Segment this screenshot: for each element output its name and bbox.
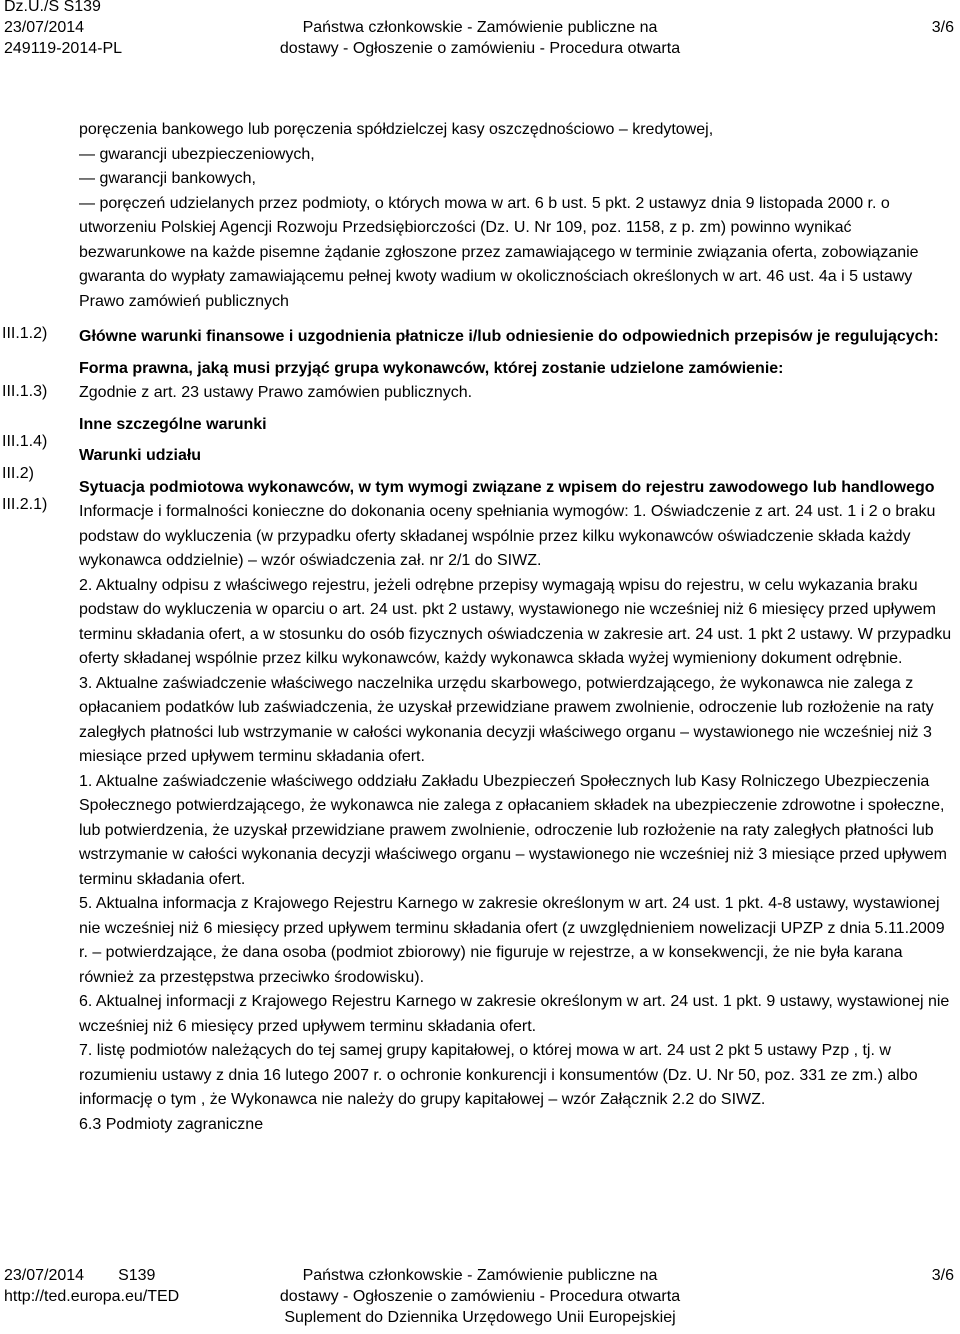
footer-title-line1: Państwa członkowskie - Zamówienie publiczne na xyxy=(302,1267,658,1284)
section-heading-financial: Główne warunki finansowe i uzgodnienia płatnicze i/lub odniesienie do odpowiednich przepisów je regulujących: xyxy=(79,328,939,345)
section-heading-legal-form: Forma prawna, jaką musi przyjąć grupa wykonawców, której zostanie udzielone zamówienie: xyxy=(79,359,784,377)
section-number: III.1.3) xyxy=(2,383,48,400)
header-title xyxy=(0,0,960,59)
requirement-paragraph: 7. listę podmiotów należących do tej samej grupy kapitałowej, o której mowa w art. 24 ust 2 pkt 5 ustawy Pzp , tj. w rozumieniu ustawy z dnia 16 lutego 2007 r. o ochronie konkurencji i konsumentów (Dz. U. Nr 50, poz. 331 ze zm.) albo informację o tym , że Wykonawca nie należy do grupy kapitałowej – wzór Załącznik 2.2 do SIWZ. xyxy=(79,1042,918,1108)
footer-url[interactable]: http://ted.europa.eu/TED xyxy=(4,1288,180,1305)
requirement-paragraph: Informacje i formalności konieczne do dokonania oceny spełniania wymogów: 1. Oświadczenie z art. 24 ust. 1 i 2 o braku podstaw do wykluczenia (w przypadku oferty składanej wspólnie przez kilku wykonawców oświadczenie składa każdy wykonawca oddzielnie) – wzór oświadczenia zał. nr 2/1 do SIWZ. xyxy=(79,503,936,569)
intro-line: poręczenia bankowego lub poręczenia spółdzielczej kasy oszczędnościowo – kredytowej, xyxy=(79,121,714,138)
section-number: III.1.2) xyxy=(2,325,48,342)
requirement-paragraph: 3. Aktualne zaświadczenie właściwego naczelnika urzędu skarbowego, potwierdzającego, że wykonawca nie zalega z opłacaniem podatków lub zaświadczenia, że uzyskał przewidziane prawem zwolnienie, odroczenie lub rozłożenie na raty zaległych płatności lub wstrzymanie w całości wykonania decyzji właściwego organu – wystawionego nie wcześniej niż 3 miesiące przed upływem terminu składania ofert. xyxy=(79,674,934,765)
journal-ref: Dz.U./S S139 xyxy=(4,0,101,15)
section-heading-other-conditions: Inne szczególne warunki xyxy=(79,415,267,433)
legal-form-text: Zgodnie z art. 23 ustawy Prawo zamówien publicznych. xyxy=(79,384,473,401)
header-title-line1: Państwa członkowskie - Zamówienie publiczne na xyxy=(302,19,658,36)
section-number: III.1.4) xyxy=(2,433,48,450)
footer-title-line2: dostawy - Ogłoszenie o zamówieniu - Procedura otwarta xyxy=(279,1288,681,1305)
requirement-paragraph: 1. Aktualne zaświadczenie właściwego oddziału Zakładu Ubezpieczeń Społecznych lub Kasy Rolniczego Ubezpieczenia Społecznego potwierdzającego, że wykonawca nie zalega z opłacaniem składek na ubezpieczenie zdrowotne i społeczne, lub potwierdzenia, że uzyskał przewidziane prawem zwolnienie, odroczenie lub rozłożenie na raty zaległych płatności lub wstrzymanie w całości wykonania decyzji właściwego organu – wystawionego nie wcześniej niż 3 miesiące przed upływem terminu składania ofert. xyxy=(79,772,947,888)
intro-line: — gwarancji ubezpieczeniowych, xyxy=(79,145,315,163)
footer-page-number: 3/6 xyxy=(931,1267,954,1284)
document-id: 249119-2014-PL xyxy=(4,40,123,57)
intro-line: — poręczeń udzielanych przez podmioty, o których mowa w art. 6 b ust. 5 pkt. 2 ustawyz dnia 9 listopada 2000 r. o utworzeniu Polskiej Agencji Rozwoju Przedsiębiorczości (Dz. U. Nr 109, poz. 1158, z p. zm) powinno wynikać bezwarunkowe na każde pisemne żądanie zgłoszone przez zamawiającego w terminie związania oferta, zobowiązanie gwaranta do wypłaty zamawiającemu pełnej kwoty wadium w okolicznościach określonych w art. 46 ust. 4a i 5 ustawy Prawo zamówień publicznych xyxy=(79,194,919,310)
section-heading-participation: Warunki udziału xyxy=(79,447,202,464)
footer-issue: S139 xyxy=(118,1267,156,1284)
footer-title-line3: Suplement do Dziennika Urzędowego Unii Europejskiej xyxy=(284,1309,676,1326)
footer-title xyxy=(0,1265,960,1328)
header-date: 23/07/2014 xyxy=(4,19,85,36)
intro-line: — gwarancji bankowych, xyxy=(79,170,256,187)
document-body xyxy=(79,118,957,1137)
requirement-paragraph: 6.3 Podmioty zagraniczne xyxy=(79,1115,264,1133)
section-number: III.2.1) xyxy=(2,496,48,513)
requirement-paragraph: 6. Aktualnej informacji z Krajowego Rejestru Karnego w zakresie określonym w art. 24 ust. 1 pkt. 9 ustawy, wystawionej nie wcześniej niż 6 miesięcy przed upływem terminu składania ofert. xyxy=(79,993,950,1035)
header-title-line2: dostawy - Ogłoszenie o zamówieniu - Procedura otwarta xyxy=(279,40,681,57)
footer-date: 23/07/2014 xyxy=(4,1267,85,1284)
section-heading-personal-situation: Sytuacja podmiotowa wykonawców, w tym wymogi związane z wpisem do rejestru zawodowego lub handlowego xyxy=(79,478,935,496)
requirement-paragraph: 2. Aktualny odpisu z właściwego rejestru, jeżeli odrębne przepisy wymagają wpisu do rejestru, w celu wykazania braku podstaw do wykluczenia w oparciu o art. 24 ust. pkt 2 ustawy, wystawionego nie wcześniej niż 6 miesięcy przed upływem terminu składania ofert, a w stosunku do osób fizycznych oświadczenia w zakresie art. 24 ust. 1 pkt 2 ustawy. W przypadku oferty składanej wspólnie przez kilku wykonawców, każdy wykonawca składa wyżej wymieniony dokument odrębnie. xyxy=(79,576,952,667)
header-page-number: 3/6 xyxy=(931,19,954,36)
section-number: III.2) xyxy=(2,465,35,482)
requirement-paragraph: 5. Aktualna informacja z Krajowego Rejestru Karnego w zakresie określonym w art. 24 ust. 1 pkt. 4-8 ustawy, wystawionej nie wcześniej niż 6 miesięcy przed upływem terminu składania ofert (z uwzględnieniem nowelizacji UPZP z dnia 5.11.2009 r. – potwierdzające, że dana osoba (podmiot zbiorowy) nie figuruje w rejestrze, a w konsekwencji, że nie była karana również za przestępstwa przeciwko środowisku). xyxy=(79,895,945,986)
